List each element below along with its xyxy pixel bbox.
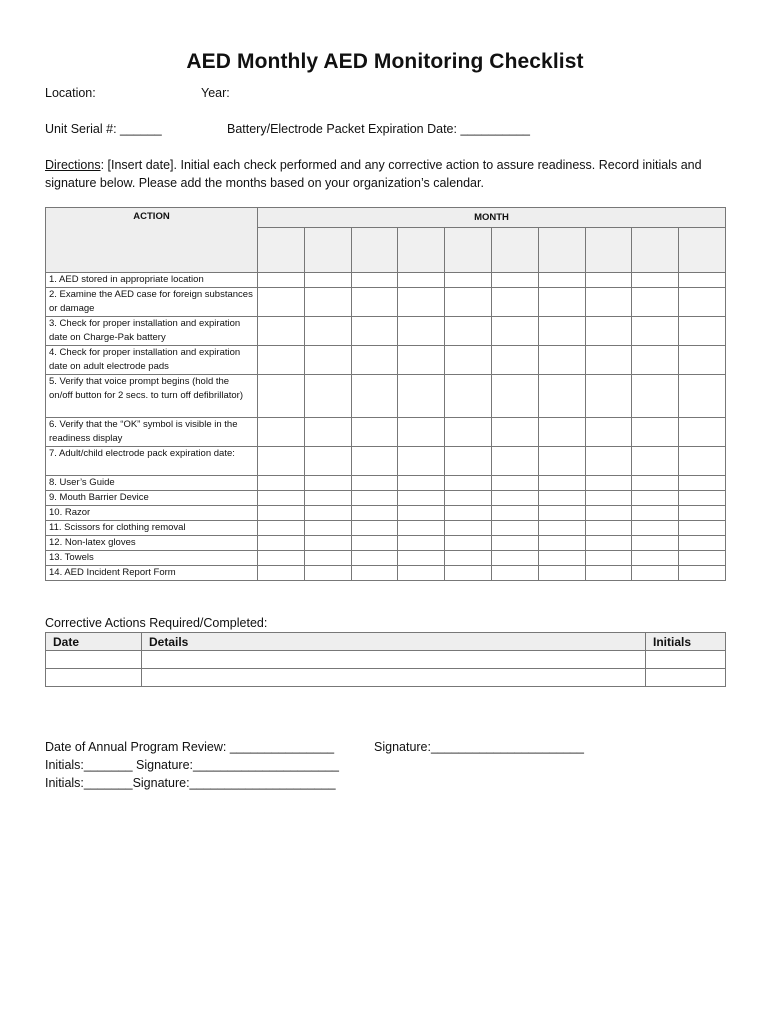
action-item: 3. Check for proper installation and expiration date on Charge-Pak battery [46, 317, 258, 346]
check-cell[interactable] [632, 491, 679, 506]
month-cell[interactable] [585, 228, 632, 273]
check-cell[interactable] [538, 521, 585, 536]
check-cell[interactable] [679, 491, 726, 506]
check-cell[interactable] [491, 506, 538, 521]
table-row [46, 476, 726, 491]
check-cell[interactable] [258, 566, 305, 581]
location-label: Location: [45, 86, 96, 100]
check-cell[interactable] [679, 317, 726, 346]
check-cell[interactable] [304, 566, 351, 581]
check-cell[interactable] [445, 375, 492, 418]
year-label: Year: [201, 86, 230, 100]
monitoring-checklist-table [45, 207, 726, 581]
check-cell[interactable] [679, 506, 726, 521]
check-cell[interactable] [585, 418, 632, 447]
date-cell[interactable] [46, 651, 142, 669]
check-cell[interactable] [445, 317, 492, 346]
table-row [46, 317, 726, 346]
check-cell[interactable] [304, 273, 351, 288]
check-cell[interactable] [258, 491, 305, 506]
check-cell[interactable] [679, 288, 726, 317]
check-cell[interactable] [258, 375, 305, 418]
month-cell[interactable] [679, 228, 726, 273]
check-cell[interactable] [632, 418, 679, 447]
month-cell[interactable] [538, 228, 585, 273]
annual-review-line: Date of Annual Program Review: _______________ [45, 740, 335, 754]
table-row [46, 669, 726, 687]
check-cell[interactable] [445, 418, 492, 447]
check-cell[interactable] [538, 346, 585, 375]
check-cell[interactable] [491, 418, 538, 447]
action-item: 14. AED Incident Report Form [46, 566, 258, 581]
check-cell[interactable] [491, 551, 538, 566]
table-row [46, 566, 726, 581]
check-cell[interactable] [351, 491, 398, 506]
page-title: AED Monthly AED Monitoring Checklist [186, 50, 584, 73]
check-cell[interactable] [304, 346, 351, 375]
check-cell[interactable] [304, 521, 351, 536]
action-item: 13. Towels [46, 551, 258, 566]
month-cell[interactable] [304, 228, 351, 273]
check-cell[interactable] [445, 288, 492, 317]
check-cell[interactable] [445, 476, 492, 491]
date-cell[interactable] [46, 669, 142, 687]
month-cell[interactable] [398, 228, 445, 273]
check-cell[interactable] [585, 521, 632, 536]
check-cell[interactable] [258, 418, 305, 447]
check-cell[interactable] [398, 476, 445, 491]
table-row [46, 447, 726, 476]
check-cell[interactable] [538, 551, 585, 566]
check-cell[interactable] [679, 346, 726, 375]
check-cell[interactable] [585, 506, 632, 521]
initials-cell[interactable] [646, 669, 726, 687]
check-cell[interactable] [304, 476, 351, 491]
check-cell[interactable] [585, 566, 632, 581]
check-cell[interactable] [585, 375, 632, 418]
check-cell[interactable] [398, 551, 445, 566]
check-cell[interactable] [258, 506, 305, 521]
check-cell[interactable] [445, 447, 492, 476]
check-cell[interactable] [632, 536, 679, 551]
check-cell[interactable] [632, 288, 679, 317]
check-cell[interactable] [538, 566, 585, 581]
check-cell[interactable] [491, 566, 538, 581]
check-cell[interactable] [538, 317, 585, 346]
initials-column-header: Initials [646, 633, 726, 651]
check-cell[interactable] [351, 447, 398, 476]
check-cell[interactable] [491, 375, 538, 418]
check-cell[interactable] [258, 317, 305, 346]
check-cell[interactable] [304, 506, 351, 521]
action-item: 2. Examine the AED case for foreign substances or damage [46, 288, 258, 317]
check-cell[interactable] [679, 375, 726, 418]
check-cell[interactable] [351, 551, 398, 566]
check-cell[interactable] [679, 273, 726, 288]
table-row [46, 273, 726, 288]
check-cell[interactable] [304, 447, 351, 476]
directions-label: Directions [45, 158, 101, 172]
action-item: 10. Razor [46, 506, 258, 521]
date-column-header: Date [46, 633, 142, 651]
check-cell[interactable] [351, 536, 398, 551]
check-cell[interactable] [538, 447, 585, 476]
check-cell[interactable] [632, 346, 679, 375]
check-cell[interactable] [258, 288, 305, 317]
table-row [46, 521, 726, 536]
check-cell[interactable] [679, 447, 726, 476]
check-cell[interactable] [398, 566, 445, 581]
check-cell[interactable] [398, 447, 445, 476]
check-cell[interactable] [445, 521, 492, 536]
battery-expiration-label: Battery/Electrode Packet Expiration Date: __________ [227, 122, 530, 136]
check-cell[interactable] [491, 536, 538, 551]
check-cell[interactable] [679, 566, 726, 581]
check-cell[interactable] [351, 506, 398, 521]
directions [45, 156, 735, 192]
check-cell[interactable] [491, 273, 538, 288]
check-cell[interactable] [398, 317, 445, 346]
check-cell[interactable] [538, 536, 585, 551]
month-cell[interactable] [258, 228, 305, 273]
checklist-body [46, 273, 726, 581]
action-item: 8. User’s Guide [46, 476, 258, 491]
check-cell[interactable] [679, 536, 726, 551]
action-item: 5. Verify that voice prompt begins (hold the on/off button for 2 secs. to turn off defibrillator) [46, 375, 258, 418]
check-cell[interactable] [258, 551, 305, 566]
check-cell[interactable] [585, 476, 632, 491]
check-cell[interactable] [398, 521, 445, 536]
check-cell[interactable] [351, 317, 398, 346]
check-cell[interactable] [585, 447, 632, 476]
check-cell[interactable] [258, 476, 305, 491]
check-cell[interactable] [258, 273, 305, 288]
check-cell[interactable] [632, 521, 679, 536]
check-cell[interactable] [632, 566, 679, 581]
table-row [46, 418, 726, 447]
check-cell[interactable] [679, 476, 726, 491]
initials-cell[interactable] [646, 651, 726, 669]
check-cell[interactable] [445, 506, 492, 521]
details-column-header: Details [142, 633, 646, 651]
check-cell[interactable] [538, 375, 585, 418]
check-cell[interactable] [632, 447, 679, 476]
action-item: 1. AED stored in appropriate location [46, 273, 258, 288]
check-cell[interactable] [351, 375, 398, 418]
check-cell[interactable] [351, 476, 398, 491]
check-cell[interactable] [491, 317, 538, 346]
check-cell[interactable] [351, 273, 398, 288]
action-item: 9. Mouth Barrier Device [46, 491, 258, 506]
table-row [46, 491, 726, 506]
check-cell[interactable] [445, 491, 492, 506]
check-cell[interactable] [445, 536, 492, 551]
check-cell[interactable] [304, 317, 351, 346]
check-cell[interactable] [258, 536, 305, 551]
check-cell[interactable] [679, 418, 726, 447]
month-cell[interactable] [632, 228, 679, 273]
check-cell[interactable] [491, 346, 538, 375]
check-cell[interactable] [585, 288, 632, 317]
check-cell[interactable] [304, 536, 351, 551]
check-cell[interactable] [351, 346, 398, 375]
check-cell[interactable] [398, 375, 445, 418]
action-item: 4. Check for proper installation and expiration date on adult electrode pads [46, 346, 258, 375]
check-cell[interactable] [398, 491, 445, 506]
table-row [46, 346, 726, 375]
check-cell[interactable] [632, 506, 679, 521]
check-cell[interactable] [585, 346, 632, 375]
month-cell[interactable] [351, 228, 398, 273]
check-cell[interactable] [491, 447, 538, 476]
check-cell[interactable] [398, 346, 445, 375]
corrective-actions-table [45, 632, 726, 687]
month-cell[interactable] [445, 228, 492, 273]
check-cell[interactable] [258, 521, 305, 536]
directions-text: : [Insert date]. Initial each check performed and any corrective action to assure readiness. Record initials and signature below. Please add the months based on your organization’s calendar. [45, 158, 702, 190]
check-cell[interactable] [258, 346, 305, 375]
check-cell[interactable] [632, 551, 679, 566]
details-cell[interactable] [142, 669, 646, 687]
check-cell[interactable] [398, 418, 445, 447]
check-cell[interactable] [632, 375, 679, 418]
check-cell[interactable] [445, 551, 492, 566]
month-column-header: MONTH [258, 208, 726, 228]
table-row [46, 551, 726, 566]
check-cell[interactable] [445, 566, 492, 581]
check-cell[interactable] [398, 506, 445, 521]
check-cell[interactable] [304, 288, 351, 317]
check-cell[interactable] [491, 491, 538, 506]
check-cell[interactable] [538, 476, 585, 491]
check-cell[interactable] [538, 288, 585, 317]
check-cell[interactable] [632, 317, 679, 346]
signature-line: Signature:______________________ [374, 740, 584, 754]
check-cell[interactable] [679, 521, 726, 536]
check-cell[interactable] [632, 476, 679, 491]
table-row [46, 375, 726, 418]
check-cell[interactable] [491, 476, 538, 491]
table-row [46, 506, 726, 521]
check-cell[interactable] [585, 273, 632, 288]
check-cell[interactable] [585, 551, 632, 566]
check-cell[interactable] [585, 491, 632, 506]
table-row [46, 651, 726, 669]
details-cell[interactable] [142, 651, 646, 669]
check-cell[interactable] [585, 536, 632, 551]
check-cell[interactable] [398, 288, 445, 317]
check-cell[interactable] [258, 447, 305, 476]
check-cell[interactable] [445, 346, 492, 375]
month-cell[interactable] [491, 228, 538, 273]
check-cell[interactable] [679, 551, 726, 566]
check-cell[interactable] [398, 273, 445, 288]
check-cell[interactable] [304, 418, 351, 447]
check-cell[interactable] [304, 375, 351, 418]
check-cell[interactable] [538, 418, 585, 447]
serial-label: Unit Serial #: ______ [45, 122, 162, 136]
check-cell[interactable] [304, 491, 351, 506]
action-column-header: ACTION [46, 208, 258, 273]
table-row [46, 536, 726, 551]
initials-signature-line-2: Initials:_______Signature:_____________________ [45, 776, 336, 790]
check-cell[interactable] [398, 536, 445, 551]
corrective-actions-label: Corrective Actions Required/Completed: [45, 616, 268, 630]
check-cell[interactable] [538, 506, 585, 521]
check-cell[interactable] [351, 566, 398, 581]
action-item: 11. Scissors for clothing removal [46, 521, 258, 536]
check-cell[interactable] [632, 273, 679, 288]
check-cell[interactable] [304, 551, 351, 566]
check-cell[interactable] [351, 521, 398, 536]
check-cell[interactable] [491, 521, 538, 536]
action-item: 7. Adult/child electrode pack expiration date: [46, 447, 258, 476]
check-cell[interactable] [585, 317, 632, 346]
table-row [46, 288, 726, 317]
check-cell[interactable] [445, 273, 492, 288]
check-cell[interactable] [538, 273, 585, 288]
check-cell[interactable] [538, 491, 585, 506]
check-cell[interactable] [351, 288, 398, 317]
check-cell[interactable] [491, 288, 538, 317]
check-cell[interactable] [351, 418, 398, 447]
action-item: 12. Non-latex gloves [46, 536, 258, 551]
initials-signature-line-1: Initials:_______ Signature:_____________________ [45, 758, 340, 772]
action-item: 6. Verify that the “OK” symbol is visible in the readiness display [46, 418, 258, 447]
